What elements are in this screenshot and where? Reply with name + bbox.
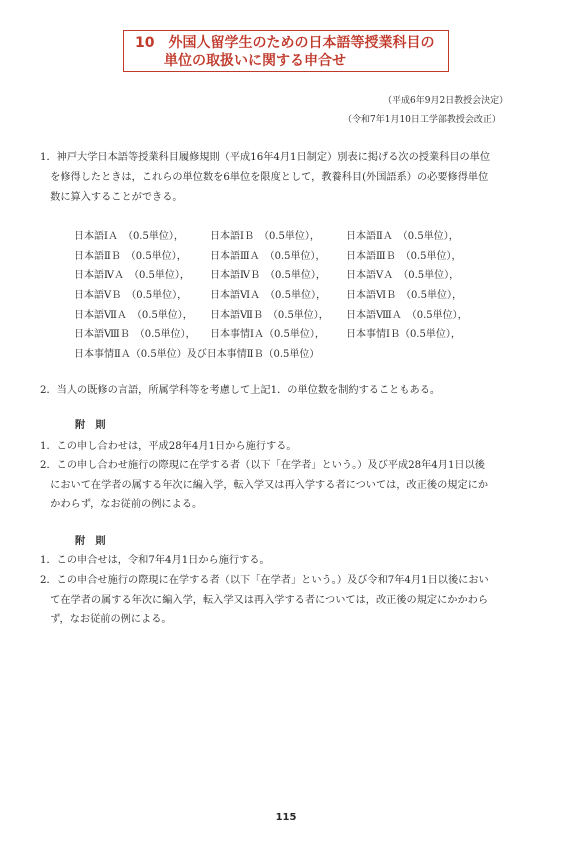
- supplementary-heading: 附 則: [75, 536, 106, 547]
- supplementary-line: 2．この申合せ施行の際現に在学する者（以下「在学者」という。）及び令和7年4月1日以後におい: [40, 575, 489, 586]
- item-1-line: を修得したときは，これらの単位数を6単位を限度として，教養科目(外国語系）の必要修得単位: [40, 172, 489, 183]
- subject-entry: 日本語ⅢＢ （0.5単位），: [346, 251, 462, 262]
- decision-note: （平成6年9月2日教授会決定）: [383, 96, 509, 106]
- supplementary-line: 2．この申し合わせ施行の際現に在学する者（以下「在学者」という。）及び平成28年4月1日以後: [40, 460, 485, 471]
- subject-entry: 日本語ⅦＢ （0.5単位），: [210, 310, 329, 321]
- supplementary-line: かわらず，なお従前の例による。: [40, 499, 203, 510]
- revision-note: （令和7年1月10日工学部教授会改正）: [343, 115, 501, 125]
- subject-entry: 日本語ⅠＡ （0.5単位），: [74, 231, 184, 242]
- item-2-line: 2．当人の既修の言語，所属学科等を考慮して上記1．の単位数を制約することもある。: [40, 385, 441, 396]
- page-number: 115: [275, 812, 297, 823]
- supplementary-heading: 附 則: [75, 420, 106, 431]
- supplementary-line: ず，なお従前の例による。: [40, 614, 172, 625]
- subject-entry: 日本事情ⅠＢ（0.5単位），: [346, 329, 461, 340]
- subject-entry: 日本語ⅥＢ （0.5単位），: [346, 290, 462, 301]
- item-1-line: 1．神戸大学日本語等授業科目履修規則（平成16年4月1日制定）別表に掲げる次の授業科目の単位: [40, 152, 491, 163]
- subject-entry: 日本語ⅣＡ （0.5単位），: [74, 270, 190, 281]
- subject-entry: 日本語ⅠＢ （0.5単位），: [210, 231, 320, 242]
- subject-entry: 日本事情ⅠＡ（0.5単位），: [210, 329, 325, 340]
- subject-entry: 日本語ⅢＡ （0.5単位），: [210, 251, 326, 262]
- subject-entry: 日本語ⅦＡ （0.5単位），: [74, 310, 193, 321]
- subject-row-last: 日本事情ⅡＡ（0.5単位）及び日本事情ⅡＢ（0.5単位）: [74, 349, 320, 360]
- supplementary-line: 1．この申合せは，令和7年4月1日から施行する。: [40, 555, 270, 566]
- subject-entry: 日本語ⅧＢ （0.5単位），: [74, 329, 196, 340]
- subject-entry: 日本語ⅤＡ （0.5単位），: [346, 270, 460, 281]
- subject-entry: 日本語ⅡＢ （0.5単位），: [74, 251, 187, 262]
- subject-entry: 日本語ⅡＡ （0.5単位），: [346, 231, 459, 242]
- subject-entry: 日本語ⅣＢ （0.5単位），: [210, 270, 326, 281]
- supplementary-line: において在学者の属する年次に編入学，転入学又は再入学する者については，改正後の規定にか: [40, 480, 489, 491]
- page-title-line-1: 10 外国人留学生のための日本語等授業科目の: [135, 35, 435, 51]
- subject-entry: 日本語ⅤＢ （0.5単位），: [74, 290, 188, 301]
- subject-entry: 日本語ⅥＡ （0.5単位），: [210, 290, 326, 301]
- supplementary-line: 1．この申し合わせは，平成28年4月1日から施行する。: [40, 441, 297, 452]
- supplementary-line: て在学者の属する年次に編入学，転入学又は再入学する者については，改正後の規定にかかわら: [40, 595, 489, 606]
- page-title-line-2: 単位の取扱いに関する申合せ: [164, 53, 346, 69]
- title-box: [123, 30, 449, 72]
- subject-entry: 日本語ⅧＡ （0.5単位），: [346, 310, 468, 321]
- item-1-line: 数に算入することができる。: [40, 192, 183, 203]
